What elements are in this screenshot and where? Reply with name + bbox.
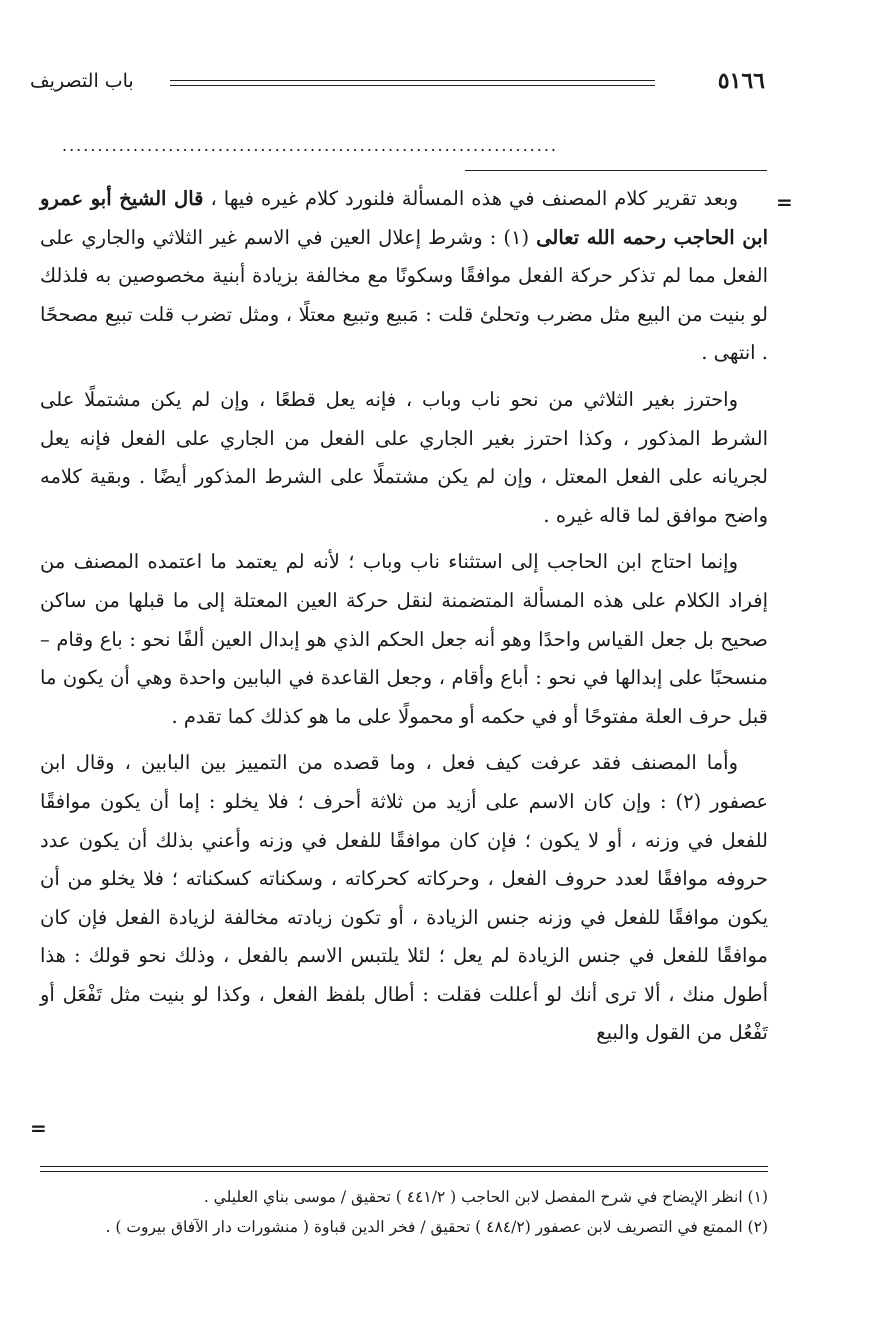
footnote-1: (١) انظر الإيضاح في شرح المفصل لابن الحاجب ( ٤٤١/٢ ) تحقيق / موسى بناي العليلي .: [203, 1188, 768, 1206]
paragraph-2: واحترز بغير الثلاثي من نحو ناب وباب ، فإنه يعل قطعًا ، وإن لم يكن مشتملًا على الشرط المذكور ، وكذا احترز بغير الجاري على الفعل من الجاري على الفعل فإنه يعل لجريانه على الفعل المعتل ، وإن لم يكن مشتملًا على الشرط المذكور أيضًا . وبقية كلامه واضح موافق لما قاله غيره .: [40, 387, 768, 527]
paragraph-4: وأما المصنف فقد عرفت كيف فعل ، وما قصده من التمييز بين البابين ، وقال ابن عصفور (٢) : وإن كان الاسم على أزيد من ثلاثة أحرف ؛ فلا يخلو : إما أن يكون موافقًا للفعل في وزنه ، أو لا يكون ؛ فإن كان موافقًا للفعل في وزنه وأعني بذلك أن يكون عدد حروفه موافقًا لعدد حروف الفعل ، وحركاته كحركاته ، وسكناته كسكناته ؛ فلا يخلو من أن يكون موافقًا للفعل في وزنه جنس الزيادة ، أو تكون زيادته مخالفة لزيادة الفعل فإن كان موافقًا للفعل في جنس الزيادة لم يعل ؛ لئلا يلتبس الاسم بالفعل ، وذلك نحو قولك : هذا أطول منك ، ألا ترى أنك لو أعللت فقلت : أطال بلفظ الفعل ، وكذا لو بنيت مثل تَفْعَل أو تَفْعُل من القول والبيع: [40, 751, 768, 1045]
footnote-2: (٢) الممتع في التصريف لابن عصفور (٤٨٤/٢ ) تحقيق / فخر الدين قباوة ( منشورات دار الآفاق بيروت ) .: [105, 1218, 768, 1236]
footnotes: [40, 1182, 768, 1242]
paragraph-1-intro: وبعد تقرير كلام المصنف في هذه المسألة فلنورد كلام غيره فيها ،: [203, 187, 738, 210]
running-header: [30, 66, 765, 106]
main-text: [40, 180, 768, 1061]
margin-mark-top: =: [776, 190, 793, 214]
paragraph-3: وإنما احتاج ابن الحاجب إلى استثناء ناب وباب ؛ لأنه لم يعتمد ما اعتمده المصنف من إفراد الكلام على هذه المسألة المتضمنة لنقل حركة العين المعتلة إلى ما قبلها من ساكن صحيح بل جعل القياس واحدًا وهو أنه جعل الحكم الذي هو إبدال العين ألفًا نحو : باع وقام – منسحبًا على إبدالها في نحو : أباع وأقام ، وجعل القاعدة في البابين واحدة وهي أن يكون ما قبل حرف العلة مفتوحًا أو في حكمه أو محمولًا على ما هو كذلك كما تقدم .: [40, 550, 768, 728]
page-number: ٥١٦٦: [717, 68, 765, 94]
paragraph-1-quote: (١) : وشرط إعلال العين في الاسم غير الثلاثي والجاري على الفعل مما لم تذكر حركة الفعل موافقًا وسكونًا مع مخالفة بزيادة أبنية مخصوصين به فلذلك لو بنيت من البيع مثل مضرب وتحلئ قلت : مَبيع وتبيع معتلًا ، ومثل تضرب قلت تبيع مصححًا . انتهى .: [40, 225, 768, 365]
footnote-rule: [40, 1166, 768, 1172]
top-rule: [465, 170, 767, 171]
header-rule: [170, 80, 655, 86]
paragraph-1: [40, 180, 768, 373]
margin-mark-bottom: =: [30, 1116, 47, 1140]
dotted-separator: ......................................................................: [62, 136, 559, 155]
quoted-author: قال الشيخ أبو عمرو ابن الحاجب رحمه الله تعالى: [40, 187, 768, 249]
chapter-title: باب التصريف: [30, 70, 134, 92]
